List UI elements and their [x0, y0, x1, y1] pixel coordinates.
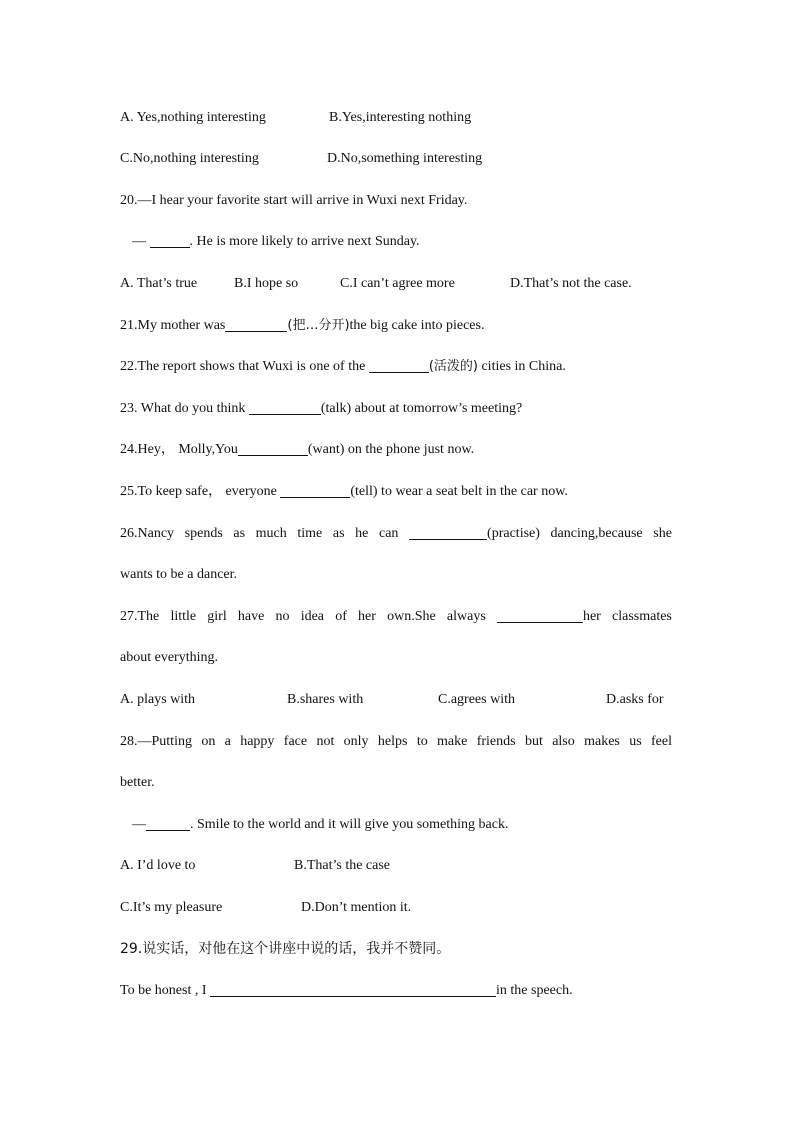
q26-line-1	[120, 523, 672, 545]
word: classmates	[612, 609, 672, 624]
q19-options-row-1	[120, 107, 672, 129]
q24-tail: (want) on the phone just now.	[307, 442, 475, 457]
q28-option-c: C.It’s my pleasure	[120, 900, 223, 915]
word: girl	[207, 609, 227, 624]
q19-option-d: D.No,something interesting	[327, 151, 483, 166]
q27-option-a: A. plays with	[120, 692, 196, 707]
q27-line-2: about everything.	[120, 650, 218, 665]
q22-line	[120, 356, 672, 378]
word: make	[437, 734, 468, 749]
q19-option-a: A. Yes,nothing interesting	[120, 110, 266, 125]
q28-blank[interactable]	[146, 815, 190, 831]
q20-reply-tail: . He is more likely to arrive next Sunday.	[189, 234, 420, 249]
q28-line-2: better.	[120, 775, 155, 790]
q21-hint: (把…分开)	[287, 318, 350, 333]
q28-options-row-1	[120, 855, 672, 877]
word: a	[224, 734, 231, 749]
q28-reply-tail: . Smile to the world and it will give you something back.	[190, 817, 509, 832]
q20-options	[120, 273, 672, 295]
q28-reply-lead: —	[132, 817, 146, 832]
q24-head: 24.Hey， Molly,You	[120, 442, 238, 457]
word: spends	[184, 526, 223, 541]
q19-options-row-2	[120, 148, 672, 170]
word: us	[629, 734, 642, 749]
word: no	[275, 609, 290, 624]
q22-hint: (活泼的)	[428, 359, 478, 374]
word: not	[316, 734, 335, 749]
word: of	[335, 609, 347, 624]
q28-option-a: A. I’d love to	[120, 858, 196, 873]
q28-reply	[132, 814, 684, 836]
word: (practise)	[409, 523, 540, 545]
q23-line	[120, 398, 672, 420]
q28-option-b: B.That’s the case	[294, 858, 391, 873]
q29-tail: in the speech.	[496, 983, 573, 998]
q19-option-c: C.No,nothing interesting	[120, 151, 259, 166]
q25-line	[120, 481, 672, 503]
word: feel	[651, 734, 672, 749]
q21-num: 21.My mother was	[120, 318, 226, 333]
q24-line	[120, 439, 672, 461]
q27-option-c: C.agrees with	[438, 692, 515, 707]
word: happy	[240, 734, 275, 749]
q27-line-1	[120, 606, 672, 628]
word: but	[524, 734, 543, 749]
word: little	[170, 609, 197, 624]
word: on	[201, 734, 216, 749]
q21-blank[interactable]	[225, 316, 287, 332]
word: helps	[377, 734, 408, 749]
word: idea	[300, 609, 325, 624]
q27-option-d: D.asks for	[606, 692, 664, 707]
word: he	[355, 526, 369, 541]
q20-option-d: D.That’s not the case.	[510, 276, 632, 291]
q27-options	[120, 689, 672, 711]
q27-option-b: B.shares with	[287, 692, 364, 707]
word: can	[379, 526, 399, 541]
q20-reply	[132, 231, 684, 253]
word: also	[552, 734, 575, 749]
q22-tail: cities in China.	[477, 359, 566, 374]
word: to	[416, 734, 428, 749]
q28-option-d: D.Don’t mention it.	[301, 900, 412, 915]
word: have	[237, 609, 265, 624]
q22-blank[interactable]	[369, 357, 429, 373]
q28-line-1	[120, 731, 672, 753]
q19-option-b: B.Yes,interesting nothing	[329, 110, 472, 125]
word: dancing,because	[550, 526, 643, 541]
word: her	[358, 609, 376, 624]
q26-line-2: wants to be a dancer.	[120, 567, 238, 582]
q20-blank[interactable]	[150, 232, 190, 248]
word: always	[446, 609, 486, 624]
q20-option-b: B.I hope so	[234, 276, 299, 291]
word: much	[255, 526, 287, 541]
word: she	[653, 526, 672, 541]
word: own.She	[387, 609, 436, 624]
q20-option-a: A. That’s true	[120, 276, 198, 291]
word: time	[297, 526, 323, 541]
word: as	[233, 526, 246, 541]
q29-head: To be honest , I	[120, 983, 211, 998]
answer-blank[interactable]	[497, 607, 583, 623]
q29-prompt: 29.说实话，对他在这个讲座中说的话，我并不赞同。	[120, 941, 451, 957]
word: as	[332, 526, 345, 541]
q28-options-row-2	[120, 897, 672, 919]
word: friends	[476, 734, 516, 749]
q22-head: 22.The report shows that Wuxi is one of the	[120, 359, 369, 374]
q20-option-c: C.I can’t agree more	[340, 276, 455, 291]
q25-blank[interactable]	[280, 482, 350, 498]
q21-line	[120, 315, 672, 337]
q23-head: 23. What do you think	[120, 401, 249, 416]
word: face	[283, 734, 308, 749]
q23-blank[interactable]	[249, 399, 321, 415]
q20-stem: 20.—I hear your favorite start will arrive in Wuxi next Friday.	[120, 193, 468, 208]
word: only	[343, 734, 369, 749]
word: makes	[584, 734, 620, 749]
word: her	[497, 606, 601, 628]
q25-tail: (tell) to wear a seat belt in the car now.	[350, 484, 568, 499]
q29-line	[120, 980, 672, 1002]
q20-reply-lead: —	[132, 234, 150, 249]
word: 28.—Putting	[120, 734, 192, 749]
q21-tail: the big cake into pieces.	[349, 318, 485, 333]
answer-blank[interactable]	[409, 524, 487, 540]
word: 27.The	[120, 609, 160, 624]
q24-blank[interactable]	[238, 440, 308, 456]
q29-blank[interactable]	[210, 981, 496, 997]
word: 26.Nancy	[120, 526, 175, 541]
q23-tail: (talk) about at tomorrow’s meeting?	[320, 401, 523, 416]
q25-head: 25.To keep safe， everyone	[120, 484, 281, 499]
